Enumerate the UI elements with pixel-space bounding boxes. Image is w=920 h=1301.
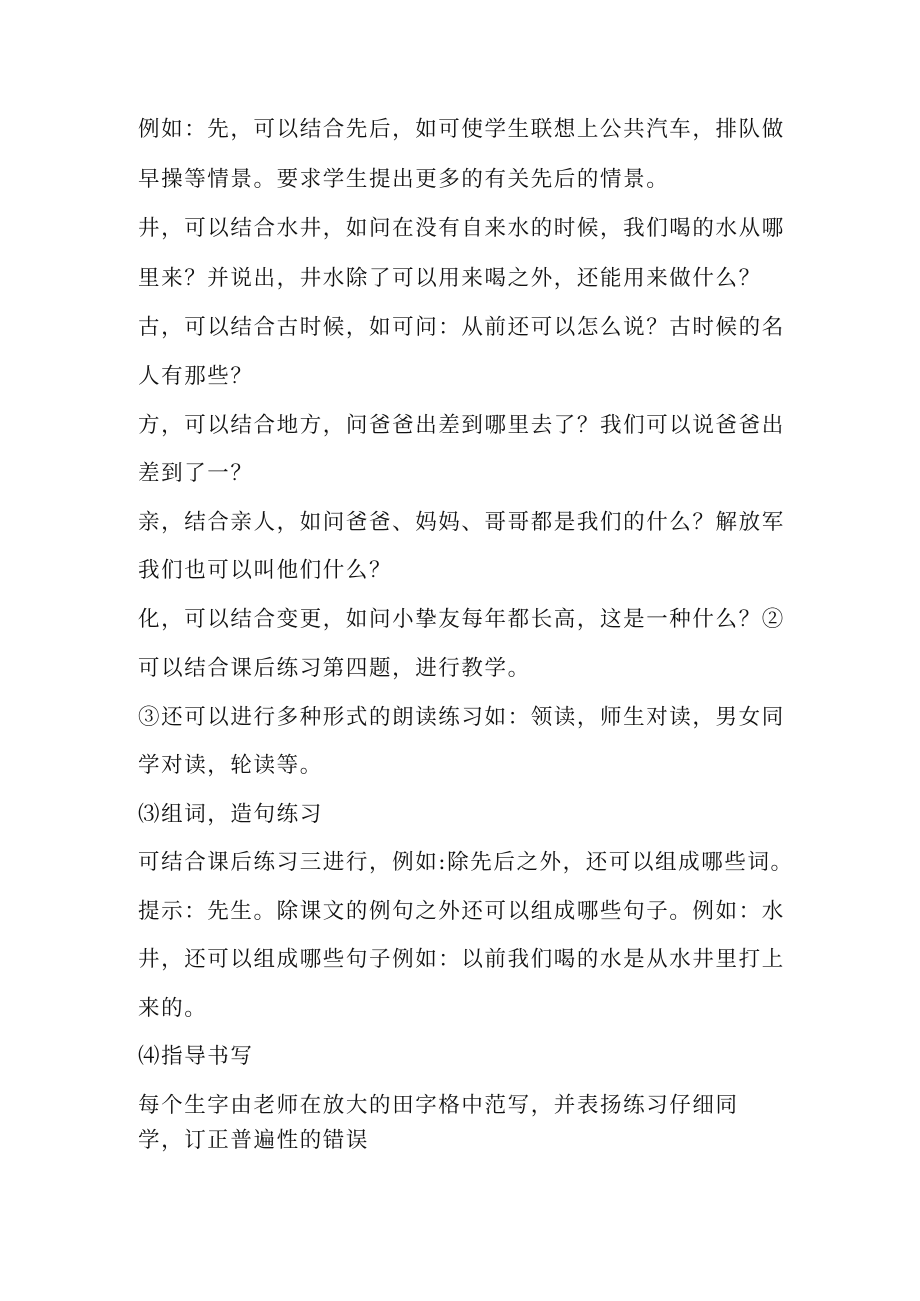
text-line: 井，还可以组成哪些句子例如：以前我们喝的水是从水井里打上	[138, 947, 785, 972]
text-line: 可以结合课后练习第四题，进行教学。	[138, 656, 531, 681]
text-line: 学，订正普遍性的错误	[138, 1128, 370, 1153]
section-heading: ⑶组词，造句练习	[138, 802, 323, 827]
text-line: 每个生字由老师在放大的田字格中范写，并表扬练习仔细同	[138, 1093, 739, 1118]
text-line: 学对读，轮读等。	[138, 753, 323, 778]
text-line: ③还可以进行多种形式的朗读练习如：领读，师生对读，男女同	[138, 705, 785, 730]
text-line: 来的。	[138, 996, 208, 1021]
text-line: 井，可以结合水井，如问在没有自来水的时候，我们喝的水从哪	[138, 216, 785, 241]
text-line: 人有那些？	[138, 364, 254, 389]
text-line: 化，可以结合变更，如问小挚友每年都长高，这是一种什么？②	[138, 607, 785, 632]
text-line: 例如：先，可以结合先后，如可使学生联想上公共汽车，排队做	[138, 117, 785, 142]
text-line: 提示：先生。除课文的例句之外还可以组成哪些句子。例如：水	[138, 899, 785, 924]
text-line: 早操等情景。要求学生提出更多的有关先后的情景。	[138, 167, 670, 192]
text-line: 可结合课后练习三进行，例如:除先后之外，还可以组成哪些词。	[138, 850, 794, 875]
text-line: 差到了一？	[138, 461, 254, 486]
text-line: 我们也可以叫他们什么？	[138, 558, 393, 583]
text-line: 方，可以结合地方，问爸爸出差到哪里去了？我们可以说爸爸出	[138, 413, 785, 438]
text-line: 里来？并说出，井水除了可以用来喝之外，还能用来做什么？	[138, 266, 762, 291]
text-line: 古，可以结合古时候，如可问：从前还可以怎么说？古时候的名	[138, 315, 785, 340]
section-heading: ⑷指导书写	[138, 1044, 254, 1069]
text-line: 亲，结合亲人，如问爸爸、妈妈、哥哥都是我们的什么？解放军	[138, 510, 785, 535]
